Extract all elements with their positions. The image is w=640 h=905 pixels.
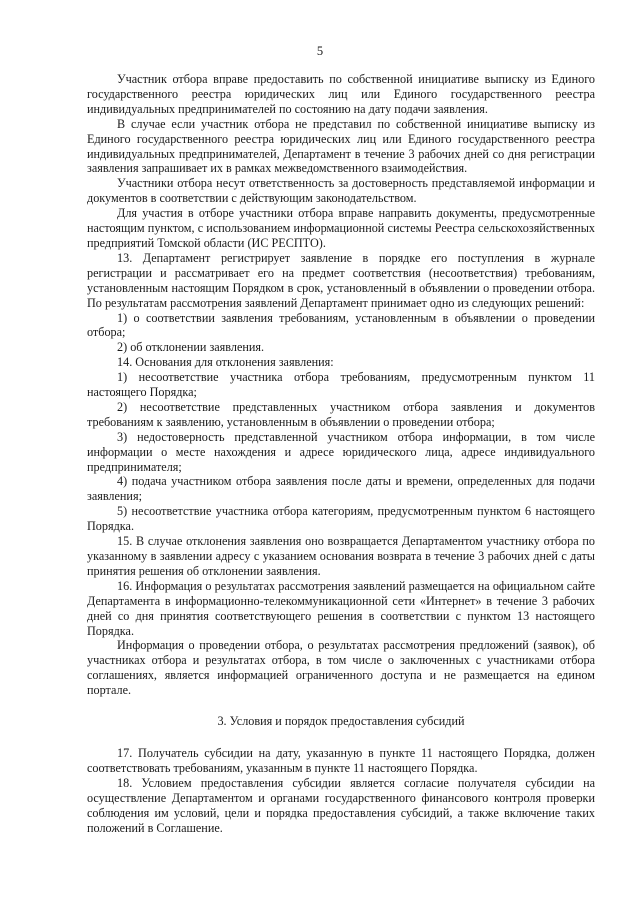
- paragraph: 17. Получатель субсидии на дату, указанную в пункте 11 настоящего Порядка, должен соответствовать требованиям, указанным в пункте 11 настоящего Порядка.: [87, 745, 595, 775]
- paragraph: 15. В случае отклонения заявления оно возвращается Департаментом участнику отбора по указанному в заявлении адресу с указанием основания возврата в течение 3 рабочих дней с даты принятия решения об отклонении заявления.: [87, 534, 595, 578]
- document-body: [87, 72, 595, 835]
- paragraph: Участники отбора несут ответственность за достоверность представляемой информации и документов в соответствии с действующим законодательством.: [87, 176, 595, 206]
- paragraph: 3) недостоверность представленной участником отбора информации, в том числе информации о месте нахождения и адресе юридического лица, адресе индивидуального предпринимателя;: [87, 429, 595, 474]
- paragraph: Участник отбора вправе предоставить по собственной инициативе выписку из Единого государственного реестра юридических лиц или Единого государственного реестра индивидуальных предпринимателей по состоянию на дату подачи заявления.: [87, 72, 595, 116]
- paragraph: 16. Информация о результатах рассмотрения заявлений размещается на официальном сайте Департамента в информационно-телекоммуникационной сети «Интернет» в течение 3 рабочих дней со дня принятия соответствующего решения в соответствии с пунктом 13 настоящего Порядка.: [87, 578, 595, 638]
- paragraph: Информация о проведении отбора, о результатах рассмотрения предложений (заявок), об участниках отбора и результатах отбора, в том числе о заключенных с участниками отбора соглашениях, является информацией ограниченного доступа и не размещается на едином портале.: [87, 638, 595, 698]
- paragraph: 2) несоответствие представленных участником отбора заявления и документов требованиям к заявлению, установленным в объявлении о проведении отбора;: [87, 399, 595, 429]
- paragraph: 4) подача участником отбора заявления после даты и времени, определенных для подачи заявления;: [87, 474, 595, 504]
- paragraph: 13. Департамент регистрирует заявление в порядке его поступления в журнале регистрации и рассматривает его на предмет соответствия (несоответствия) требованиям, установленным настоящим Порядком в срок, установленный в объявлении о проведении отбора. По результатам рассмотрения заявлений Департамент принимает одно из следующих решений:: [87, 250, 595, 310]
- section-heading: 3. Условия и порядок предоставления субсидий: [217, 714, 465, 729]
- paragraph: В случае если участник отбора не представил по собственной инициативе выписку из Единого государственного реестра юридических лиц или Единого государственного реестра индивидуальных предпринимателей, Департамент в течение 3 рабочих дней со дня регистрации заявления запрашивает их в рамках межведомственного взаимодействия.: [87, 116, 595, 176]
- paragraph: 5) несоответствие участника отбора категориям, предусмотренным пунктом 6 настоящего Порядка.: [87, 504, 595, 534]
- page-number: 5: [316, 44, 324, 58]
- paragraph: 1) о соответствии заявления требованиям, установленным в объявлении о проведении отбора;: [87, 310, 595, 340]
- paragraph: 18. Условием предоставления субсидии является согласие получателя субсидии на осуществление Департаментом и органами государственного финансового контроля проверки соблюдения им условий, цели и порядка предоставления субсидий, а также включение таких положений в Соглашение.: [87, 775, 595, 835]
- paragraph: 14. Основания для отклонения заявления:: [117, 355, 334, 370]
- paragraph: 2) об отклонении заявления.: [117, 340, 265, 355]
- paragraph: 1) несоответствие участника отбора требованиям, предусмотренным пунктом 11 настоящего Порядка;: [87, 370, 595, 400]
- paragraph: Для участия в отборе участники отбора вправе направить документы, предусмотренные настоящим пунктом, с использованием информационной системы Реестра сельскохозяйственных предприятий Томской области (ИС РЕСПТО).: [87, 206, 595, 250]
